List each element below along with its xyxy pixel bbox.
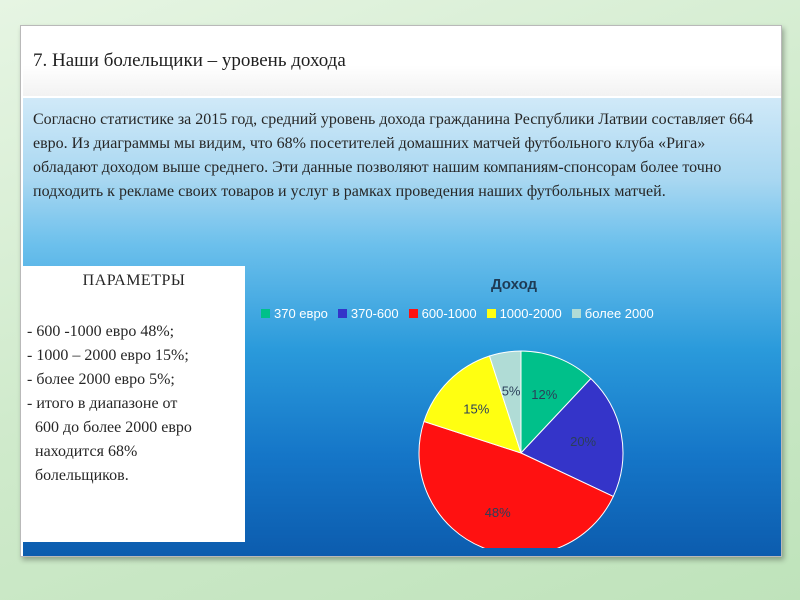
- legend-item: [409, 306, 477, 321]
- legend-swatch: [572, 309, 581, 318]
- slide-title: 7. Наши болельщики – уровень дохода: [33, 50, 346, 71]
- legend-swatch: [487, 309, 496, 318]
- legend-item: [261, 306, 328, 321]
- intro-paragraph: Согласно статистике за 2015 год, средний уровень дохода гражданина Республики Латвии составляет 664 евро. Из диаграммы мы видим, что 68% посетителей домашних матчей футбольного клуба «Рига» обладают доходом выше среднего. Эти данные позволяют нашим компаниям-спонсорам более точно подходить к рекламе своих товаров и услуг в рамках проведения наших футбольных матчей.: [33, 111, 754, 200]
- legend-item: [572, 306, 654, 321]
- pie-data-label: 20%: [570, 434, 597, 450]
- params-line: - итого в диапазоне от: [27, 395, 178, 412]
- params-list: [27, 320, 192, 488]
- params-line: болельщиков.: [27, 467, 129, 484]
- legend-label: 370-600: [350, 306, 399, 321]
- legend-swatch: [261, 309, 270, 318]
- legend-swatch: [338, 309, 347, 318]
- legend-swatch: [409, 309, 418, 318]
- params-title: ПАРАМЕТРЫ: [82, 272, 186, 289]
- legend-item: [487, 306, 562, 321]
- legend-label: 600-1000: [421, 306, 477, 321]
- slide: [20, 25, 782, 557]
- legend-label: 1000-2000: [499, 306, 562, 321]
- pie-chart: [249, 248, 779, 548]
- legend-item: [338, 306, 399, 321]
- params-line: 600 до более 2000 евро: [27, 419, 192, 436]
- title-bar: [23, 28, 781, 96]
- content-area: [23, 98, 781, 556]
- params-line: находится 68%: [27, 443, 138, 460]
- params-line: - 1000 – 2000 евро 15%;: [27, 347, 189, 364]
- params-box: [23, 266, 245, 542]
- pie-data-label: 15%: [463, 401, 490, 417]
- chart-legend: [261, 306, 654, 321]
- legend-label: 370 евро: [274, 306, 328, 321]
- params-line: - более 2000 евро 5%;: [27, 371, 175, 388]
- pie-data-label: 12%: [531, 387, 558, 403]
- legend-label: более 2000: [584, 306, 654, 321]
- pie-chart-svg: [249, 248, 779, 548]
- pie-data-label: 5%: [501, 383, 521, 399]
- chart-title: Доход: [490, 276, 538, 293]
- pie-data-label: 48%: [484, 504, 511, 520]
- params-line: - 600 -1000 евро 48%;: [27, 323, 175, 340]
